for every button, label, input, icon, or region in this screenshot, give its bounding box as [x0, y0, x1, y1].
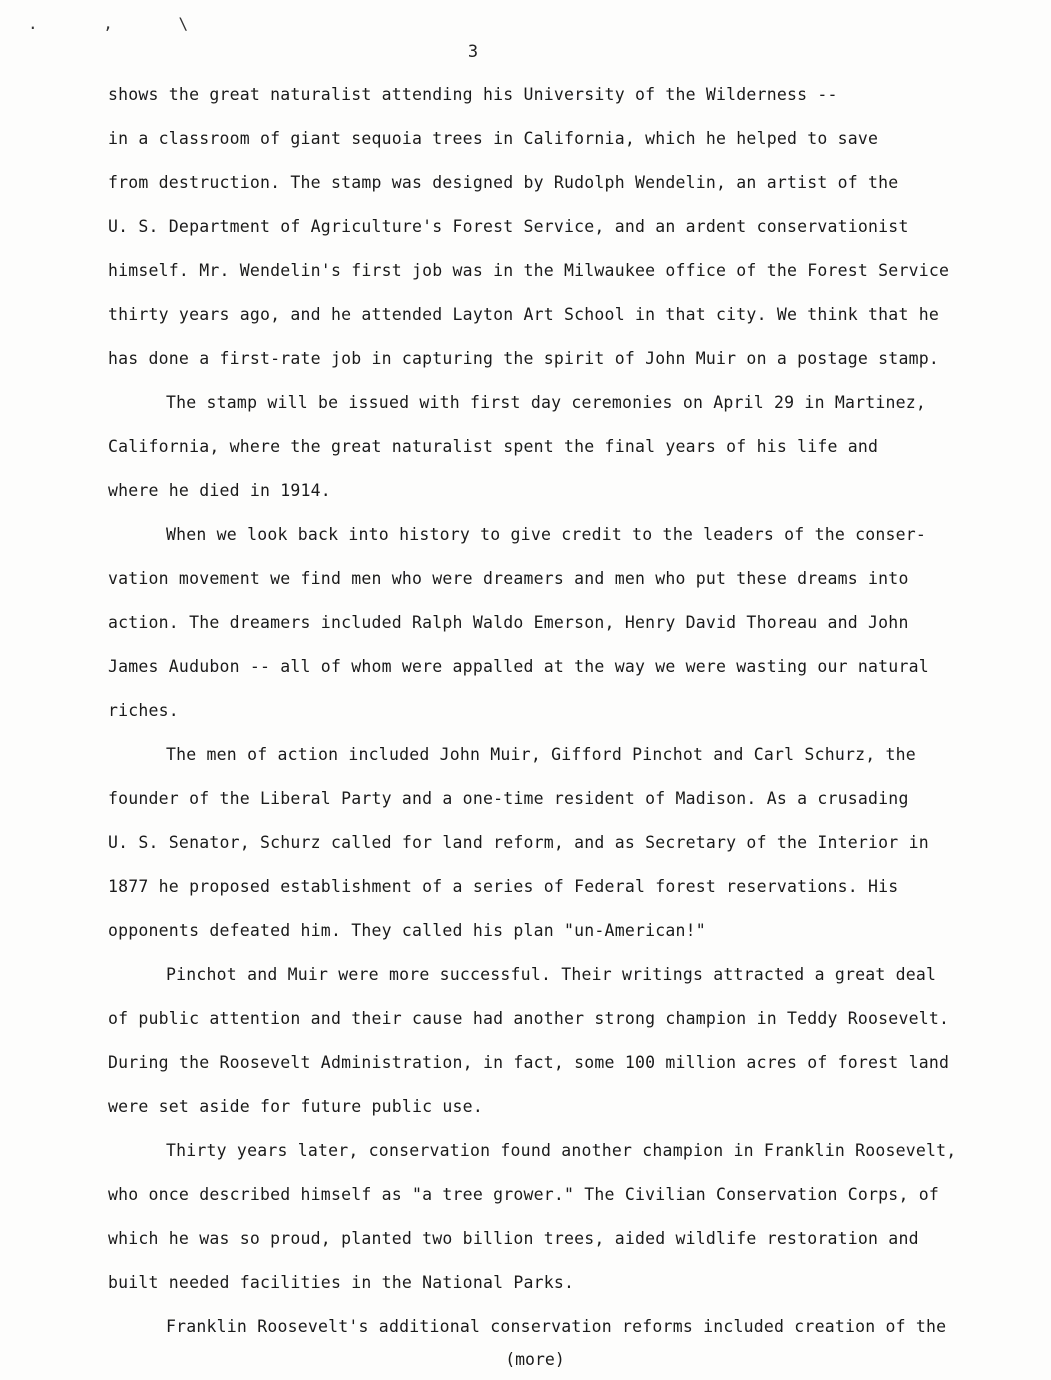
text-line: himself. Mr. Wendelin's first job was in the Milwaukee office of the Forest Service	[108, 261, 950, 280]
text-line: Franklin Roosevelt's additional conservation reforms included creation of the	[166, 1317, 947, 1336]
corner-marks: . , \	[28, 14, 217, 33]
text-line: U. S. Department of Agriculture's Forest Service, and an ardent conservationist	[108, 217, 909, 236]
page-number: 3	[467, 42, 479, 62]
text-line: The men of action included John Muir, Gifford Pinchot and Carl Schurz, the	[166, 745, 916, 764]
text-line: where he died in 1914.	[108, 481, 331, 500]
text-line: James Audubon -- all of whom were appalled at the way we were wasting our natural	[108, 657, 929, 676]
text-line: opponents defeated him. They called his plan "un-American!"	[108, 921, 706, 940]
text-line: of public attention and their cause had another strong champion in Teddy Roosevelt.	[108, 1009, 950, 1028]
text-line: Thirty years later, conservation found another champion in Franklin Roosevelt,	[166, 1141, 957, 1160]
text-line: has done a first-rate job in capturing the spirit of John Muir on a postage stamp.	[108, 349, 939, 368]
text-line: U. S. Senator, Schurz called for land reform, and as Secretary of the Interior in	[108, 833, 929, 852]
text-line: who once described himself as "a tree grower." The Civilian Conservation Corps, of	[108, 1185, 939, 1204]
text-line: from destruction. The stamp was designed by Rudolph Wendelin, an artist of the	[108, 173, 899, 192]
text-line: thirty years ago, and he attended Layton Art School in that city. We think that he	[108, 305, 939, 324]
body-text	[108, 80, 1028, 1356]
text-line: California, where the great naturalist spent the final years of his life and	[108, 437, 879, 456]
text-line: riches.	[108, 701, 179, 720]
text-line: founder of the Liberal Party and a one-time resident of Madison. As a crusading	[108, 789, 909, 808]
text-line: action. The dreamers included Ralph Waldo Emerson, Henry David Thoreau and John	[108, 613, 909, 632]
text-line: Pinchot and Muir were more successful. Their writings attracted a great deal	[166, 965, 937, 984]
continuation-marker: (more)	[505, 1350, 565, 1369]
text-line: When we look back into history to give credit to the leaders of the conser-	[166, 525, 927, 544]
text-line: shows the great naturalist attending his University of the Wilderness --	[108, 85, 838, 104]
text-line: built needed facilities in the National Parks.	[108, 1273, 575, 1292]
text-line: which he was so proud, planted two billion trees, aided wildlife restoration and	[108, 1229, 919, 1248]
text-line: vation movement we find men who were dreamers and men who put these dreams into	[108, 569, 909, 588]
text-line: The stamp will be issued with first day ceremonies on April 29 in Martinez,	[166, 393, 927, 412]
text-line: 1877 he proposed establishment of a series of Federal forest reservations. His	[108, 877, 899, 896]
text-line: During the Roosevelt Administration, in fact, some 100 million acres of forest land	[108, 1053, 950, 1072]
text-line: in a classroom of giant sequoia trees in California, which he helped to save	[108, 129, 879, 148]
text-line: were set aside for future public use.	[108, 1097, 483, 1116]
